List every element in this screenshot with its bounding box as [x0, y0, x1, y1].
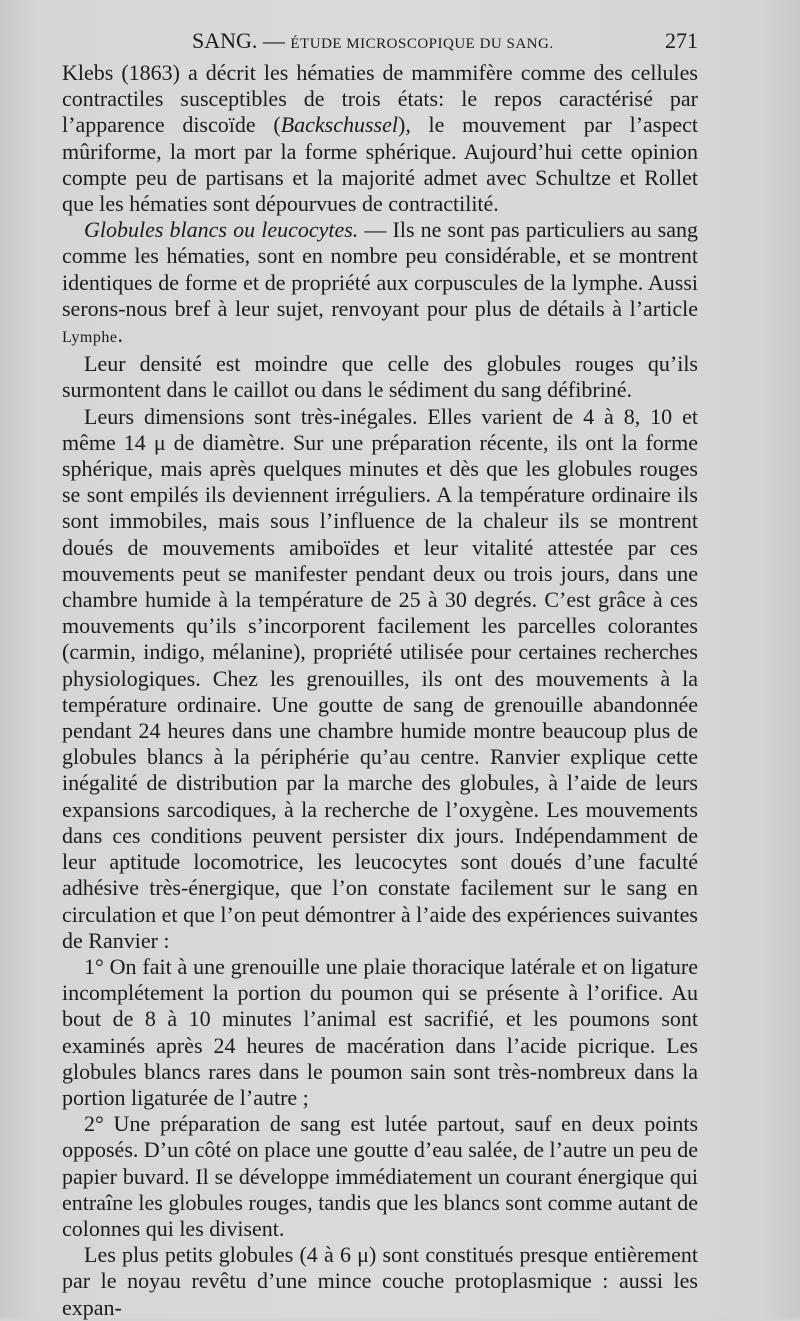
header-subsection: ÉTUDE MICROSCOPIQUE DU SANG. [290, 36, 554, 52]
page-header [62, 26, 698, 56]
header-dash: — [262, 28, 285, 53]
paragraph-text: . [117, 322, 123, 348]
paragraph-dimensions: Leurs dimensions sont très-inégales. Elles varient de 4 à 8, 10 et même 14 μ de diamètre. Sur une préparation récente, ils ont la forme sphérique, mais après quelques minutes et dès que les globules rouges se sont empilés ils deviennent irréguliers. A la température ordinaire ils sont immobiles, mais sous l’influence de la chaleur ils se montrent doués de mouvements amiboïdes et leur vitalité attestée par ces mouvements peut se manifester pendant deux ou trois jours, dans une chambre humide à la température de 25 à 30 degrés. C’est grâce à ces mouvements qu’ils s’incorporent facilement les parcelles colorantes (carmin, indigo, mélanine), propriété utilisée pour certaines recherches physiologiques. Chez les grenouilles, ils ont des mouvements à la température ordinaire. Une goutte de sang de grenouille abandonnée pendant 24 heures dans une chambre humide montre beaucoup plus de globules blancs à la périphérie qu’au centre. Ranvier explique cette inégalité de distribution par la marche des globules, à l’aide de leurs expansions sarcodiques, à la recherche de l’oxygène. Les mouvements dans ces conditions peuvent persister dix jours. Indépendamment de leur aptitude locomotrice, les leucocytes sont doués d’une faculté adhésive très-énergique, que l’on constate facilement sur le sang en circulation et que l’on peut démontrer à l’aide des expériences suivantes de Ranvier : [62, 403, 698, 953]
section-heading: Globules blancs ou leucocytes. [84, 217, 359, 243]
paragraph-densite: Leur densité est moindre que celle des globules rouges qu’ils surmontent dans le caillot ou dans le sédiment du sang défibriné. [62, 351, 698, 403]
header-section: SANG. [192, 28, 258, 53]
paragraph-experience-1: 1° On fait à une grenouille une plaie thoracique latérale et on ligature incomplétement la portion du poumon qui se présente à l’orifice. Au bout de 8 à 10 minutes l’animal est sacrifié, et les poumons sont examinés après 24 heures de macération dans l’acide picrique. Les globules blancs rares dans le poumon sain sont très-nombreux dans la portion ligaturée de l’autre ; [62, 953, 698, 1110]
paragraph-experience-2: 2° Une préparation de sang est lutée partout, sauf en deux points opposés. D’un côté on place une goutte d’eau salée, de l’autre un peu de papier buvard. Il se développe immédiatement un courant énergique qui entraîne les globules rouges, tandis que les blancs sont comme autant de colonnes qui les divisent. [62, 1111, 698, 1241]
italic-term: Backschussel [280, 112, 398, 138]
running-head [192, 26, 554, 59]
paragraph-globules-blancs [62, 217, 698, 351]
paragraph-klebs [62, 60, 698, 217]
body-text [62, 60, 698, 1321]
paragraph-text: ), le mouvement par l’aspect mûriforme, la mort par la forme sphérique. Aujourd’hui cette opinion compte peu de partisans et la majorité admet avec Schultze et Rollet que les hématies sont dépourvues de contractilité. [62, 112, 698, 217]
paragraph-text: Klebs (1863) a décrit les hématies de mammifère comme des cellules contractiles susceptibles de trois états: le repos caractérisé par l’apparence discoïde ( [62, 60, 698, 138]
paragraph-petits-globules: Les plus petits globules (4 à 6 μ) sont constitués presque entièrement par le noyau revêtu d’une mince couche protoplasmique : aussi les expan- [62, 1242, 698, 1320]
article-reference: Lymphe [62, 329, 118, 347]
paragraph-text: — Ils ne sont pas particuliers au sang comme les hématies, sont en nombre peu considérable, et se montrent identiques de forme et de propriété aux corpuscules de la lymphe. Aussi serons-nous bref à leur sujet, renvoyant pour plus de détails à l’article [62, 217, 698, 321]
page-number: 271 [665, 28, 698, 53]
